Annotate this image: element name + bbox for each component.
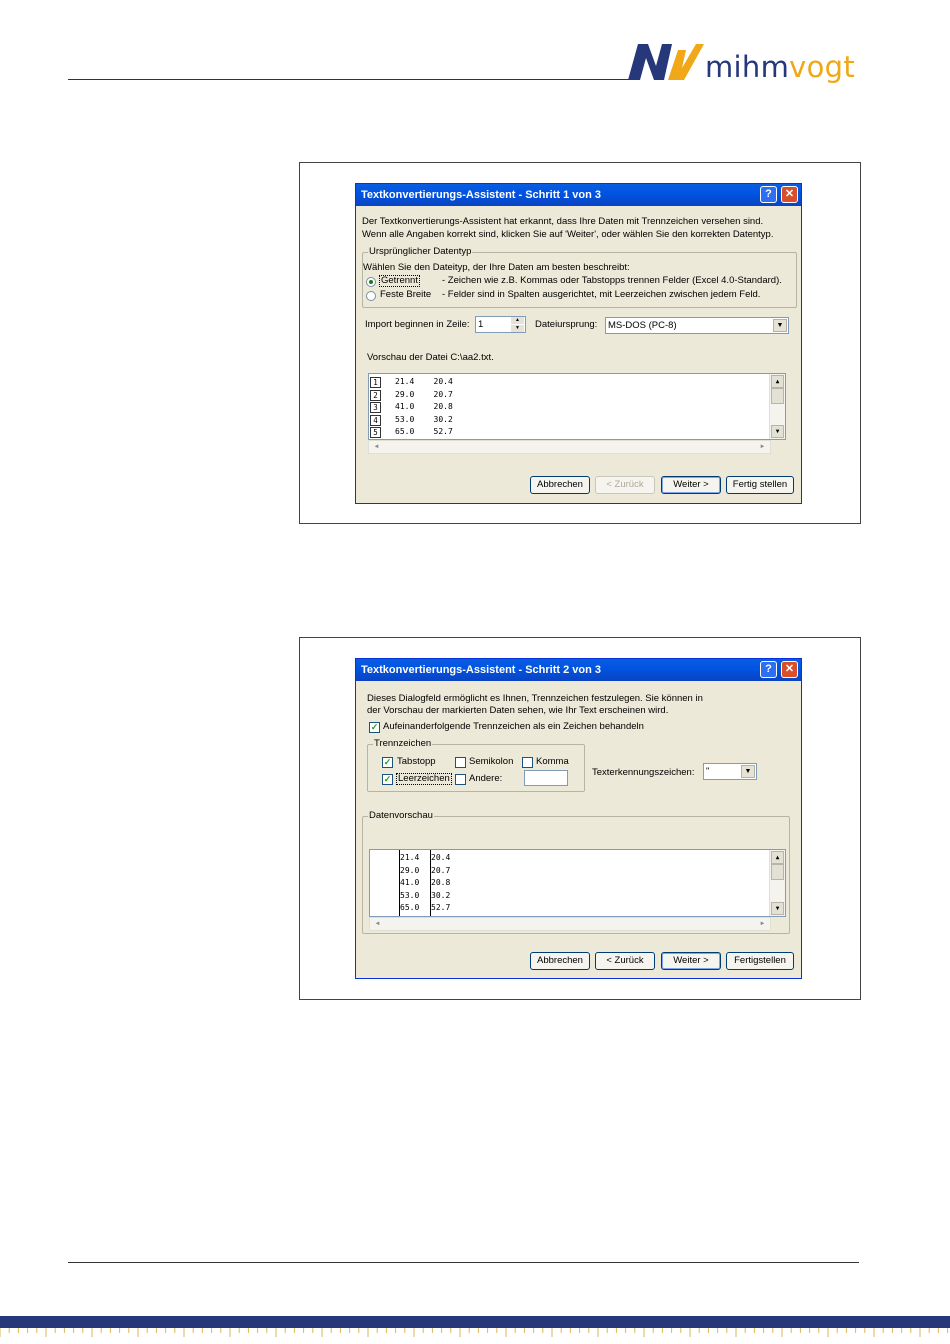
close-icon[interactable]: ✕ xyxy=(781,661,798,678)
scroll-thumb[interactable] xyxy=(771,388,784,404)
delimiters-group xyxy=(367,738,585,792)
row-number: 3 xyxy=(370,402,381,413)
space-checkbox[interactable]: ✓ xyxy=(383,774,392,784)
scroll-down-icon[interactable]: ▼ xyxy=(771,425,784,438)
file-origin-select[interactable] xyxy=(605,317,789,334)
other-checkbox[interactable] xyxy=(455,774,466,785)
screenshot-frame-step2 xyxy=(299,637,861,1000)
chevron-down-icon[interactable]: ▼ xyxy=(773,319,787,332)
preview-line: 53.0 30.2 xyxy=(395,414,453,424)
cancel-button[interactable]: Abbrechen xyxy=(530,476,590,494)
radio-fixed-width[interactable] xyxy=(366,291,376,301)
preview-cell: 41.0 xyxy=(400,878,420,887)
data-preview[interactable] xyxy=(369,849,786,917)
intro-line-2: der Vorschau der markierten Daten sehen, wie Ihr Text erscheinen wird. xyxy=(367,705,669,716)
import-start-label: Import beginnen in Zeile: xyxy=(365,319,470,330)
preview-cell: 20.4 xyxy=(431,853,451,862)
dialog-title: Textkonvertierungs-Assistent - Schritt 1 von 3 xyxy=(361,189,602,201)
datatype-prompt: Wählen Sie den Dateityp, der Ihre Daten am besten beschreibt: xyxy=(363,262,630,273)
preview-label: Vorschau der Datei C:\aa2.txt. xyxy=(367,352,494,363)
consecutive-delimiters-checkbox[interactable]: ✓ xyxy=(370,722,379,732)
screenshot-frame-step1 xyxy=(299,162,861,524)
cancel-button[interactable]: Abbrechen xyxy=(530,952,590,970)
datatype-group-title: Ursprünglicher Datentyp xyxy=(369,246,472,257)
text-import-wizard-step1 xyxy=(355,183,802,504)
import-start-row-value: 1 xyxy=(478,319,484,330)
preview-line: 65.0 52.7 xyxy=(395,427,453,436)
row-number: 1 xyxy=(370,377,381,388)
radio-fixed-width-label[interactable]: Feste Breite xyxy=(380,289,432,300)
scroll-up-icon[interactable]: ▲ xyxy=(771,375,784,388)
next-button[interactable]: Weiter > xyxy=(661,476,721,494)
brand-suffix: vogt xyxy=(789,50,856,84)
footer-band xyxy=(0,1316,950,1328)
horizontal-scrollbar[interactable] xyxy=(369,917,771,931)
import-start-row-spinner[interactable] xyxy=(475,316,526,333)
comma-label[interactable]: Komma xyxy=(536,756,569,767)
semicolon-checkbox[interactable] xyxy=(455,757,466,768)
text-qualifier-select[interactable] xyxy=(703,763,757,780)
text-qualifier-label: Texterkennungszeichen: xyxy=(592,767,695,778)
row-number: 5 xyxy=(370,427,381,438)
preview-line: 29.0 20.7 xyxy=(395,389,453,399)
scroll-up-icon[interactable]: ▲ xyxy=(771,851,784,864)
comma-checkbox[interactable] xyxy=(522,757,533,768)
preview-cell: 20.8 xyxy=(431,878,451,887)
file-origin-value: MS-DOS (PC-8) xyxy=(608,320,677,331)
consecutive-delimiters-label[interactable]: Aufeinanderfolgende Trennzeichen als ein Zeichen behandeln xyxy=(383,721,644,732)
other-delimiter-input[interactable] xyxy=(524,770,568,786)
header-rule xyxy=(68,79,630,80)
help-icon[interactable]: ? xyxy=(760,661,777,678)
space-label[interactable]: Leerzeichen xyxy=(398,773,450,784)
row-number: 4 xyxy=(370,415,381,426)
semicolon-label[interactable]: Semikolon xyxy=(469,756,514,767)
delimiters-group-title: Trennzeichen xyxy=(374,738,432,749)
chevron-down-icon[interactable]: ▼ xyxy=(741,765,755,778)
preview-cell: 52.7 xyxy=(431,903,451,912)
radio-delimited-label[interactable]: Getrennt xyxy=(381,275,418,286)
intro-line-1: Der Textkonvertierungs-Assistent hat erkannt, dass Ihre Daten mit Trennzeichen versehen sind. xyxy=(362,216,764,227)
file-origin-label: Dateiursprung: xyxy=(535,319,598,330)
file-preview[interactable] xyxy=(368,373,786,440)
tab-checkbox[interactable]: ✓ xyxy=(383,757,392,767)
spinner-down-icon[interactable]: ▼ xyxy=(511,325,524,332)
other-label[interactable]: Andere: xyxy=(469,773,503,784)
datatype-group xyxy=(362,246,797,308)
radio-delimited-desc: - Zeichen wie z.B. Kommas oder Tabstopps trennen Felder (Excel 4.0-Standard). xyxy=(442,275,782,286)
horizontal-scrollbar[interactable] xyxy=(368,440,771,454)
title-bar[interactable] xyxy=(356,659,801,681)
preview-line: 21.4 20.4 xyxy=(395,377,453,386)
finish-button[interactable]: Fertig stellen xyxy=(726,476,794,494)
preview-line: 41.0 20.8 xyxy=(395,402,453,411)
data-preview-group-title: Datenvorschau xyxy=(369,810,433,821)
radio-fixed-width-desc: - Felder sind in Spalten ausgerichtet, mit Leerzeichen zwischen jedem Feld. xyxy=(442,289,761,300)
scroll-left-icon[interactable]: ◄ xyxy=(374,921,381,927)
scroll-right-icon[interactable]: ► xyxy=(759,444,766,450)
help-icon[interactable]: ? xyxy=(760,186,777,203)
row-number: 2 xyxy=(370,390,381,401)
radio-delimited[interactable] xyxy=(366,277,376,287)
scroll-thumb[interactable] xyxy=(771,864,784,880)
finish-button[interactable]: Fertigstellen xyxy=(726,952,794,970)
scroll-left-icon[interactable]: ◄ xyxy=(373,444,380,450)
scroll-down-icon[interactable]: ▼ xyxy=(771,902,784,915)
brand-prefix: mihm xyxy=(705,50,790,84)
back-button[interactable]: < Zurück xyxy=(595,952,655,970)
close-icon[interactable]: ✕ xyxy=(781,186,798,203)
ruler-decoration xyxy=(0,1328,950,1344)
preview-cell: 30.2 xyxy=(431,890,451,900)
preview-cell: 53.0 xyxy=(400,890,420,900)
vertical-scrollbar[interactable] xyxy=(769,850,785,916)
vertical-scrollbar[interactable] xyxy=(769,374,785,439)
intro-line-2: Wenn alle Angaben korrekt sind, klicken Sie auf 'Weiter', oder wählen Sie den korrekten Datentyp. xyxy=(362,229,774,240)
preview-cell: 20.7 xyxy=(431,865,451,875)
preview-cell: 21.4 xyxy=(400,853,420,862)
dialog-title: Textkonvertierungs-Assistent - Schritt 2 von 3 xyxy=(361,664,602,676)
scroll-right-icon[interactable]: ► xyxy=(759,921,766,927)
preview-cell: 65.0 xyxy=(400,903,420,912)
text-qualifier-value: " xyxy=(706,766,710,777)
title-bar[interactable] xyxy=(356,184,801,206)
next-button[interactable]: Weiter > xyxy=(661,952,721,970)
brand-wordmark xyxy=(705,52,855,82)
intro-line-1: Dieses Dialogfeld ermöglicht es Ihnen, Trennzeichen festzulegen. Sie können in xyxy=(367,693,703,704)
tab-label[interactable]: Tabstopp xyxy=(397,756,436,767)
spinner-up-icon[interactable]: ▲ xyxy=(511,317,524,324)
mihmvogt-logo-icon xyxy=(628,44,704,80)
preview-cell: 29.0 xyxy=(400,865,420,875)
footer-rule xyxy=(68,1262,859,1263)
text-import-wizard-step2 xyxy=(355,658,802,979)
back-button[interactable]: < Zurück xyxy=(595,476,655,494)
